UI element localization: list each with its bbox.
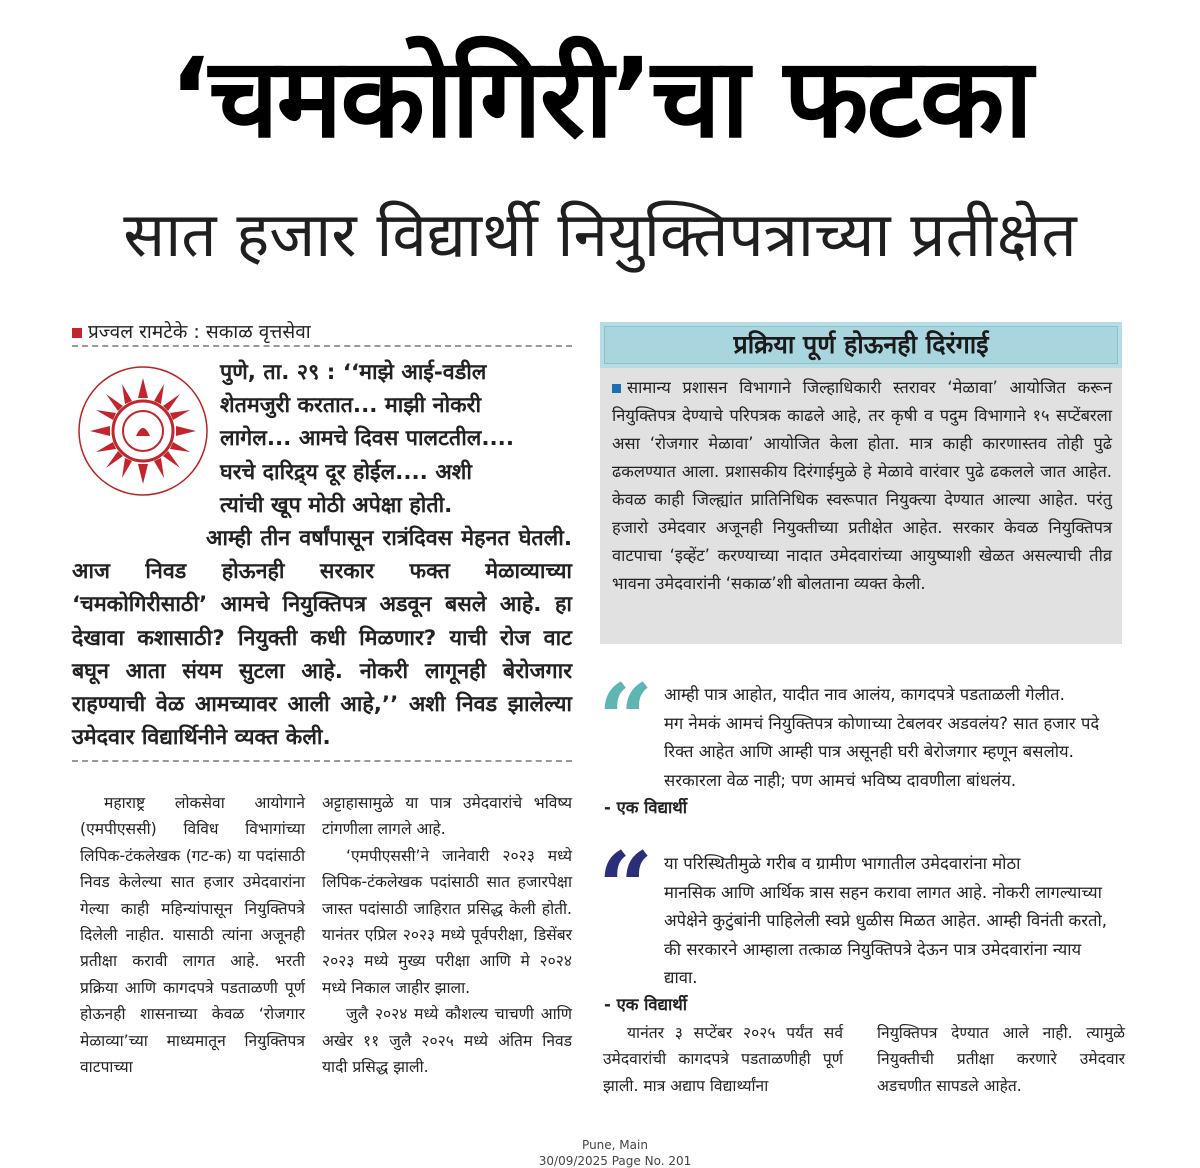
lead-line: पुणे, ता. २९ : ‘‘माझे आई-वडील — [220, 360, 487, 385]
subheadline: सात हजार विद्यार्थी नियुक्तिपत्राच्या प्रतीक्षेत — [123, 198, 1077, 271]
byline-divider — [72, 345, 572, 347]
quote-first-line: आम्ही पात्र आहोत, यादीत नाव आलंय, कागदपत्रे पडताळली गेलीत. — [664, 685, 1065, 704]
body-paragraph: महाराष्ट्र लोकसेवा आयोगाने (एमपीएससी) विविध विभागांच्या लिपिक-टंकलेखक (गट-क) या पदांसाठी निवड केलेल्या सात हजार उमेदवारांना गेल्या काही महिन्यांपासून नियुक्तिपत्रे दिलेली नाहीत. यासाठी त्यांना अजूनही प्रतीक्षा करावी लागत आहे. भरती प्रक्रिया आणि कागदपत्रे पडताळणी पूर्ण होऊनही शासनाच्या केवळ ‘रोजगार मेळाव्या’च्या माध्यमातून नियुक्तिपत्र वाटपाच्या — [80, 794, 305, 1077]
body-paragraph: ‘एमपीएससी’ने जानेवारी २०२३ मध्ये लिपिक-टंकलेखक पदांसाठी सात हजारपेक्षा जास्त पदांसाठी जाहिरात प्रसिद्ध केली होती. यानंतर एप्रिल २०२३ मध्ये पूर्वपरीक्षा, डिसेंबर २०२३ मध्ये मुख्य परीक्षा आणि मे २०२४ मध्ये निकाल जाहीर झाला. — [322, 846, 572, 997]
body-column-3 — [603, 1020, 843, 1099]
lead-rest: आम्ही तीन वर्षांपासून रात्रंदिवस मेहनत घेतली. आज निवड होऊनही सरकार फक्त मेळाव्याच्या ‘चमकोगिरीसाठी’ आमचे नियुक्तिपत्र अडवून बसले आहे. हा देखावा कशासाठी? नियुक्ती कधी मिळणार? याची रोज वाट बघून आता संयम सुटला आहे. नोकरी लागूनही बेरोजगार राहण्याची वेळ आमच्यावर आली आहे,’’ अशी निवड झालेल्या उमेदवार विद्यार्थिनीने व्यक्त केली. — [72, 526, 572, 751]
quote-text: मानसिक आणि आर्थिक त्रास सहन करावा लागत आहे. नोकरी लागल्याच्या अपेक्षेने कुटुंबांनी पाहिलेली स्वप्ने धुळीस मिळत आहेत. आम्ही विनंती करतो, की सरकारने आम्हाला तत्काळ नियुक्तिपत्रे देऊन पात्र उमेदवारांना न्याय द्यावा. — [664, 882, 1108, 987]
sidebar-box-text — [612, 374, 1112, 598]
lead-paragraph — [72, 356, 572, 754]
lead-line: लागेल... आमचे दिवस पालटतील.... — [220, 426, 515, 452]
lead-line: शेतमजुरी करतात... माझी नोकरी — [220, 393, 482, 419]
quote-mark-icon: “ — [598, 831, 654, 944]
lead-divider — [72, 760, 572, 762]
quote-attribution: - एक विद्यार्थी — [604, 995, 688, 1014]
byline-marker — [72, 328, 82, 338]
body-paragraph: यानंतर ३ सप्टेंबर २०२५ पर्यंत सर्व उमेदवारांची कागदपत्रे पडताळणीही पूर्ण झाली. मात्र अद्याप विद्यार्थ्यांना — [603, 1024, 843, 1095]
byline-text: प्रज्वल रामटेके : सकाळ वृत्तसेवा — [88, 321, 311, 343]
body-column-2 — [322, 790, 572, 1080]
body-column-4 — [877, 1020, 1125, 1099]
quote-first-line: या परिस्थितीमुळे गरीब व ग्रामीण भागातील उमेदवारांना मोठा — [664, 854, 1021, 873]
lead-line: त्यांची खूप मोठी अपेक्षा होती. — [220, 492, 453, 518]
body-paragraph: अट्टाहासामुळे या पात्र उमेदवारांचे भविष्य टांगणीला लागले आहे. — [322, 794, 572, 839]
headline: ‘चमकोगिरी’चा फटका — [169, 34, 1031, 162]
quote-2 — [604, 850, 1116, 993]
body-paragraph: जुलै २०२४ मध्ये कौशल्य चाचणी आणि अखेर ११ जुलै २०२५ मध्ये अंतिम निवड यादी प्रसिद्ध झाली. — [322, 1005, 572, 1077]
body-paragraph: नियुक्तिपत्र देण्यात आले नाही. त्यामुळे नियुक्तीची प्रतीक्षा करणारे उमेदवार अडचणीत सापडले आहेत. — [877, 1024, 1125, 1095]
quote-1 — [604, 681, 1116, 795]
quote-text: मग नेमकं आमचं नियुक्तिपत्र कोणाच्या टेबलवर अडवलंय? सात हजार पदे रिक्त आहेत आणि आम्ही पात्र असूनही घरी बेरोजगार म्हणून बसलोय. सरकारला वेळ नाही; पण आमचं भविष्य दावणीला बांधलंय. — [664, 713, 1100, 790]
sidebar-text: सामान्य प्रशासन विभागाने जिल्हाधिकारी स्तरावर ‘मेळावा’ आयोजित करून नियुक्तिपत्र देण्याचे परिपत्रक काढले आहे, तर कृषी व पदुम विभागाने १५ सप्टेंबरला असा ‘रोजगार मेळावा’ आयोजित केला होता. मात्र काही कारणास्तव तोही पुढे ढकलण्यात आला. प्रशासकीय दिरंगाईमुळे हे मेळावे वारंवार पुढे ढकलले जात आहेत. केवळ काही जिल्ह्यांत प्रातिनिधिक स्वरूपात नियुक्त्या देण्यात आल्या आहेत. परंतु हजारो उमेदवार अजूनही नियुक्तीच्या प्रतीक्षेत आहेत. सरकार केवळ नियुक्तिपत्र वाटपाचा ‘इव्हेंट’ करण्याच्या नादात उमेदवारांच्या आयुष्याशी खेळत असल्याची तीव्र भावना उमेदवारांनी ‘सकाळ’शी बोलताना व्यक्त केली. — [612, 378, 1112, 593]
lead-line: घरचे दारिद्र्य दूर होईल.... अशी — [220, 459, 472, 485]
footer-date-page: 30/09/2025 Page No. 201 — [538, 1154, 692, 1168]
quote-mark-icon: “ — [598, 663, 654, 776]
body-column-1 — [80, 790, 305, 1080]
sidebar-box-title: प्रक्रिया पूर्ण होऊनही दिरंगाई — [604, 326, 1118, 364]
byline — [72, 318, 311, 344]
footer-edition: Pune, Main — [582, 1138, 648, 1152]
sidebar-marker — [612, 384, 621, 393]
quote-attribution: - एक विद्यार्थी — [604, 798, 688, 817]
